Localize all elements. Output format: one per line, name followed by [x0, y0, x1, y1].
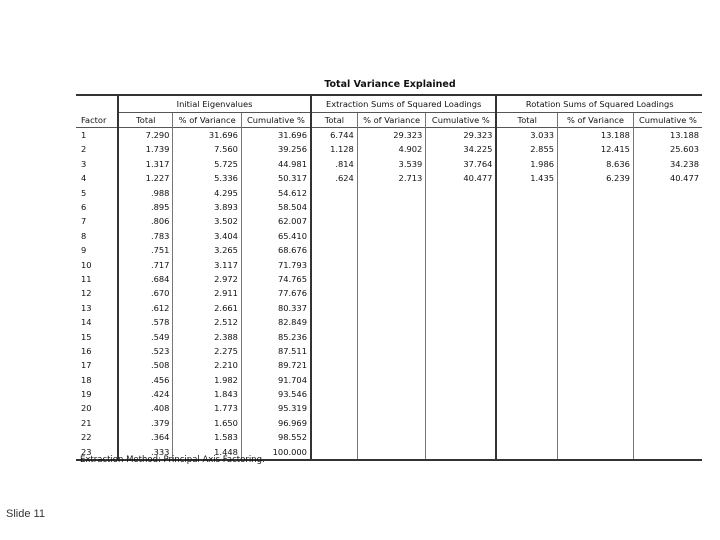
table-row — [76, 329, 702, 343]
initial-total-cell: .806 — [118, 214, 173, 228]
table-row — [76, 430, 702, 444]
rotation-pct-cell — [558, 214, 634, 228]
extraction-pct-cell — [357, 272, 425, 286]
rotation-cum-cell — [633, 200, 702, 214]
rotation-cum-cell: 25.603 — [633, 142, 702, 156]
factor-cell: 2 — [81, 144, 87, 155]
initial-total-cell: .783 — [118, 229, 173, 243]
factor-cell: 3 — [81, 158, 87, 169]
extraction-cum-cell — [426, 243, 497, 257]
initial-pct-cell: 4.295 — [173, 186, 241, 200]
extraction-total-cell — [311, 200, 357, 214]
rotation-total-cell — [496, 344, 557, 358]
extraction-pct-cell — [357, 301, 425, 315]
extraction-cum-cell — [426, 200, 497, 214]
rotation-total-cell: 2.855 — [496, 142, 557, 156]
initial-pct-cell: 1.650 — [173, 416, 241, 430]
extraction-cum-cell — [426, 286, 497, 300]
initial-cum-cell: 31.696 — [241, 128, 311, 143]
initial-total-cell: 1.227 — [118, 171, 173, 185]
rotation-cum-cell — [633, 286, 702, 300]
rotation-pct-cell: 8.636 — [558, 157, 634, 171]
initial-total-cell: .379 — [118, 416, 173, 430]
table-row — [76, 258, 702, 272]
table-row — [76, 315, 702, 329]
rotation-cum-cell: 40.477 — [633, 171, 702, 185]
group-initial-eigenvalues: Initial Eigenvalues — [118, 95, 311, 113]
rotation-cum-cell — [633, 416, 702, 430]
factor-cell: 1 — [81, 130, 87, 141]
rotation-pct-cell — [558, 416, 634, 430]
factor-cell: 8 — [81, 230, 87, 241]
factor-cell: 15 — [81, 331, 92, 342]
header-extraction-pct: % of Variance — [357, 113, 425, 128]
initial-pct-cell: 2.512 — [173, 315, 241, 329]
rotation-total-cell — [496, 401, 557, 415]
rotation-pct-cell — [558, 243, 634, 257]
extraction-pct-cell — [357, 243, 425, 257]
rotation-cum-cell — [633, 272, 702, 286]
table-body — [76, 128, 702, 460]
extraction-cum-cell — [426, 329, 497, 343]
rotation-cum-cell — [633, 387, 702, 401]
extraction-cum-cell — [426, 387, 497, 401]
rotation-total-cell — [496, 186, 557, 200]
header-initial-total: Total — [118, 113, 173, 128]
rotation-cum-cell — [633, 373, 702, 387]
extraction-total-cell — [311, 416, 357, 430]
rotation-total-cell — [496, 258, 557, 272]
table-row — [76, 358, 702, 372]
extraction-total-cell — [311, 186, 357, 200]
initial-total-cell: 1.739 — [118, 142, 173, 156]
extraction-cum-cell — [426, 229, 497, 243]
extraction-total-cell — [311, 286, 357, 300]
extraction-pct-cell — [357, 200, 425, 214]
extraction-cum-cell — [426, 186, 497, 200]
initial-total-cell: .549 — [118, 329, 173, 343]
table-row — [76, 243, 702, 257]
rotation-cum-cell — [633, 445, 702, 460]
table-row — [76, 344, 702, 358]
extraction-cum-cell — [426, 344, 497, 358]
extraction-total-cell — [311, 401, 357, 415]
initial-cum-cell: 54.612 — [241, 186, 311, 200]
extraction-cum-cell — [426, 315, 497, 329]
extraction-pct-cell: 4.902 — [357, 142, 425, 156]
extraction-cum-cell — [426, 214, 497, 228]
initial-cum-cell: 85.236 — [241, 329, 311, 343]
initial-cum-cell: 89.721 — [241, 358, 311, 372]
initial-cum-cell: 80.337 — [241, 301, 311, 315]
rotation-pct-cell — [558, 344, 634, 358]
rotation-total-cell — [496, 301, 557, 315]
rotation-cum-cell — [633, 229, 702, 243]
extraction-cum-cell — [426, 401, 497, 415]
rotation-pct-cell — [558, 445, 634, 460]
factor-cell: 14 — [81, 317, 92, 328]
extraction-cum-cell — [426, 445, 497, 460]
table-row — [76, 301, 702, 315]
rotation-cum-cell — [633, 214, 702, 228]
extraction-total-cell — [311, 272, 357, 286]
extraction-pct-cell — [357, 416, 425, 430]
extraction-pct-cell — [357, 258, 425, 272]
table-row — [76, 286, 702, 300]
extraction-cum-cell: 29.323 — [426, 128, 497, 143]
initial-cum-cell: 68.676 — [241, 243, 311, 257]
rotation-total-cell — [496, 416, 557, 430]
table-row — [76, 214, 702, 228]
table-row — [76, 186, 702, 200]
initial-pct-cell: 1.448 — [173, 445, 241, 460]
extraction-pct-cell — [357, 344, 425, 358]
initial-cum-cell: 93.546 — [241, 387, 311, 401]
rotation-pct-cell — [558, 272, 634, 286]
rotation-cum-cell — [633, 243, 702, 257]
extraction-pct-cell — [357, 186, 425, 200]
initial-pct-cell: 2.210 — [173, 358, 241, 372]
extraction-total-cell — [311, 243, 357, 257]
rotation-pct-cell — [558, 373, 634, 387]
initial-pct-cell: 3.893 — [173, 200, 241, 214]
initial-pct-cell: 7.560 — [173, 142, 241, 156]
rotation-total-cell: 1.435 — [496, 171, 557, 185]
rotation-cum-cell — [633, 344, 702, 358]
initial-total-cell: 1.317 — [118, 157, 173, 171]
rotation-total-cell — [496, 315, 557, 329]
extraction-cum-cell — [426, 301, 497, 315]
header-rotation-pct: % of Variance — [558, 113, 634, 128]
initial-total-cell: .895 — [118, 200, 173, 214]
initial-pct-cell: 31.696 — [173, 128, 241, 143]
table-row — [76, 142, 702, 156]
factor-cell: 6 — [81, 202, 87, 212]
factor-cell: 22 — [81, 432, 92, 443]
rotation-cum-cell — [633, 301, 702, 315]
extraction-cum-cell: 34.225 — [426, 142, 497, 156]
extraction-cum-cell — [426, 358, 497, 372]
table-row — [76, 200, 702, 214]
extraction-pct-cell: 2.713 — [357, 171, 425, 185]
extraction-total-cell — [311, 430, 357, 444]
initial-total-cell: .578 — [118, 315, 173, 329]
extraction-method-note: Extraction Method: Principal Axis Factoring. — [80, 455, 265, 465]
factor-cell: 5 — [81, 187, 87, 198]
rotation-cum-cell — [633, 186, 702, 200]
rotation-total-cell — [496, 329, 557, 343]
rotation-pct-cell: 13.188 — [558, 128, 634, 143]
extraction-total-cell — [311, 387, 357, 401]
initial-pct-cell: 1.982 — [173, 373, 241, 387]
initial-pct-cell: 3.502 — [173, 214, 241, 228]
extraction-cum-cell: 37.764 — [426, 157, 497, 171]
extraction-cum-cell — [426, 416, 497, 430]
initial-pct-cell: 1.773 — [173, 401, 241, 415]
header-factor: Factor — [81, 114, 107, 125]
factor-cell: 12 — [81, 288, 92, 299]
initial-total-cell: .670 — [118, 286, 173, 300]
header-extraction-cum: Cumulative % — [426, 113, 497, 128]
extraction-pct-cell — [357, 214, 425, 228]
initial-total-cell: .717 — [118, 258, 173, 272]
extraction-pct-cell — [357, 387, 425, 401]
rotation-pct-cell: 6.239 — [558, 171, 634, 185]
initial-total-cell: .684 — [118, 272, 173, 286]
extraction-pct-cell — [357, 430, 425, 444]
rotation-pct-cell — [558, 286, 634, 300]
table-row — [76, 229, 702, 243]
initial-total-cell: .988 — [118, 186, 173, 200]
initial-cum-cell: 95.319 — [241, 401, 311, 415]
initial-pct-cell: 1.583 — [173, 430, 241, 444]
rotation-cum-cell — [633, 315, 702, 329]
initial-cum-cell: 98.552 — [241, 430, 311, 444]
rotation-total-cell: 1.986 — [496, 157, 557, 171]
rotation-total-cell — [496, 214, 557, 228]
initial-pct-cell: 2.275 — [173, 344, 241, 358]
rotation-total-cell — [496, 286, 557, 300]
rotation-cum-cell — [633, 258, 702, 272]
initial-cum-cell: 96.969 — [241, 416, 311, 430]
initial-total-cell: .523 — [118, 344, 173, 358]
initial-cum-cell: 77.676 — [241, 286, 311, 300]
extraction-pct-cell — [357, 445, 425, 460]
initial-pct-cell: 3.265 — [173, 243, 241, 257]
table-row — [76, 128, 702, 143]
rotation-cum-cell — [633, 401, 702, 415]
initial-cum-cell: 87.511 — [241, 344, 311, 358]
rotation-total-cell — [496, 200, 557, 214]
extraction-total-cell — [311, 229, 357, 243]
header-initial-cum: Cumulative % — [241, 113, 311, 128]
extraction-total-cell — [311, 315, 357, 329]
rotation-total-cell — [496, 387, 557, 401]
initial-cum-cell: 58.504 — [241, 200, 311, 214]
extraction-cum-cell — [426, 373, 497, 387]
extraction-pct-cell — [357, 329, 425, 343]
rotation-total-cell — [496, 272, 557, 286]
rotation-pct-cell — [558, 186, 634, 200]
factor-cell: 7 — [81, 216, 87, 227]
initial-total-cell: .333 — [118, 445, 173, 460]
initial-pct-cell: 1.843 — [173, 387, 241, 401]
rotation-pct-cell — [558, 329, 634, 343]
factor-cell: 18 — [81, 374, 92, 385]
rotation-pct-cell — [558, 315, 634, 329]
corner-cell — [76, 95, 118, 113]
factor-cell: 13 — [81, 302, 92, 313]
table-row — [76, 157, 702, 171]
initial-pct-cell: 3.117 — [173, 258, 241, 272]
rotation-cum-cell — [633, 358, 702, 372]
rotation-cum-cell: 13.188 — [633, 128, 702, 143]
extraction-total-cell — [311, 358, 357, 372]
header-rotation-total: Total — [496, 113, 557, 128]
rotation-total-cell — [496, 430, 557, 444]
extraction-total-cell — [311, 214, 357, 228]
initial-cum-cell: 50.317 — [241, 171, 311, 185]
initial-cum-cell: 39.256 — [241, 142, 311, 156]
rotation-pct-cell — [558, 358, 634, 372]
header-rotation-cum: Cumulative % — [633, 113, 702, 128]
extraction-pct-cell: 29.323 — [357, 128, 425, 143]
extraction-cum-cell: 40.477 — [426, 171, 497, 185]
rotation-total-cell — [496, 445, 557, 460]
extraction-total-cell — [311, 301, 357, 315]
factor-cell: 10 — [81, 259, 92, 270]
initial-cum-cell: 74.765 — [241, 272, 311, 286]
factor-cell: 16 — [81, 345, 92, 356]
rotation-pct-cell — [558, 229, 634, 243]
variance-table — [76, 94, 702, 461]
initial-cum-cell: 44.981 — [241, 157, 311, 171]
factor-cell: 4 — [81, 173, 87, 184]
extraction-pct-cell — [357, 373, 425, 387]
initial-cum-cell: 65.410 — [241, 229, 311, 243]
extraction-pct-cell — [357, 315, 425, 329]
rotation-total-cell — [496, 243, 557, 257]
initial-cum-cell: 91.704 — [241, 373, 311, 387]
rotation-cum-cell — [633, 430, 702, 444]
rotation-pct-cell — [558, 430, 634, 444]
factor-cell: 21 — [81, 417, 92, 428]
table-title: Total Variance Explained — [324, 79, 456, 90]
extraction-cum-cell — [426, 258, 497, 272]
rotation-pct-cell — [558, 200, 634, 214]
rotation-pct-cell — [558, 258, 634, 272]
extraction-total-cell — [311, 329, 357, 343]
initial-pct-cell: 2.911 — [173, 286, 241, 300]
factor-cell: 23 — [76, 445, 118, 460]
extraction-total-cell: .624 — [311, 171, 357, 185]
extraction-pct-cell — [357, 358, 425, 372]
rotation-pct-cell — [558, 301, 634, 315]
initial-total-cell: .364 — [118, 430, 173, 444]
rotation-cum-cell — [633, 329, 702, 343]
table-row — [76, 171, 702, 185]
factor-cell: 17 — [81, 360, 92, 371]
table-row — [76, 416, 702, 430]
extraction-total-cell: 6.744 — [311, 128, 357, 143]
extraction-pct-cell — [357, 229, 425, 243]
extraction-total-cell — [311, 445, 357, 460]
initial-pct-cell: 5.336 — [173, 171, 241, 185]
header-extraction-total: Total — [311, 113, 357, 128]
group-rotation-sums: Rotation Sums of Squared Loadings — [496, 95, 702, 113]
initial-total-cell: .508 — [118, 358, 173, 372]
rotation-total-cell — [496, 229, 557, 243]
table-row — [76, 401, 702, 415]
initial-pct-cell: 2.661 — [173, 301, 241, 315]
extraction-pct-cell — [357, 401, 425, 415]
rotation-pct-cell — [558, 401, 634, 415]
rotation-pct-cell: 12.415 — [558, 142, 634, 156]
header-initial-pct: % of Variance — [173, 113, 241, 128]
extraction-cum-cell — [426, 430, 497, 444]
extraction-total-cell: 1.128 — [311, 142, 357, 156]
table-row — [76, 373, 702, 387]
rotation-cum-cell: 34.238 — [633, 157, 702, 171]
rotation-pct-cell — [558, 387, 634, 401]
group-extraction-sums: Extraction Sums of Squared Loadings — [311, 95, 496, 113]
table-row — [76, 387, 702, 401]
initial-pct-cell: 3.404 — [173, 229, 241, 243]
initial-cum-cell: 62.007 — [241, 214, 311, 228]
initial-total-cell: .612 — [118, 301, 173, 315]
initial-total-cell: 7.290 — [118, 128, 173, 143]
extraction-total-cell — [311, 258, 357, 272]
initial-pct-cell: 5.725 — [173, 157, 241, 171]
factor-cell: 19 — [81, 389, 92, 400]
initial-cum-cell: 100.000 — [241, 445, 311, 460]
factor-cell: 20 — [81, 403, 92, 414]
initial-total-cell: .424 — [118, 387, 173, 401]
rotation-total-cell — [496, 358, 557, 372]
slide-number: Slide 11 — [6, 508, 45, 520]
factor-cell: 9 — [81, 245, 87, 256]
initial-total-cell: .751 — [118, 243, 173, 257]
table-row — [76, 272, 702, 286]
extraction-total-cell — [311, 373, 357, 387]
extraction-total-cell: .814 — [311, 157, 357, 171]
rotation-total-cell — [496, 373, 557, 387]
initial-cum-cell: 82.849 — [241, 315, 311, 329]
variance-table-container — [76, 94, 702, 457]
initial-cum-cell: 71.793 — [241, 258, 311, 272]
extraction-pct-cell: 3.539 — [357, 157, 425, 171]
initial-pct-cell: 2.972 — [173, 272, 241, 286]
initial-pct-cell: 2.388 — [173, 329, 241, 343]
extraction-total-cell — [311, 344, 357, 358]
extraction-pct-cell — [357, 286, 425, 300]
initial-total-cell: .408 — [118, 401, 173, 415]
factor-cell: 11 — [81, 273, 92, 284]
extraction-cum-cell — [426, 272, 497, 286]
initial-total-cell: .456 — [118, 373, 173, 387]
rotation-total-cell: 3.033 — [496, 128, 557, 143]
